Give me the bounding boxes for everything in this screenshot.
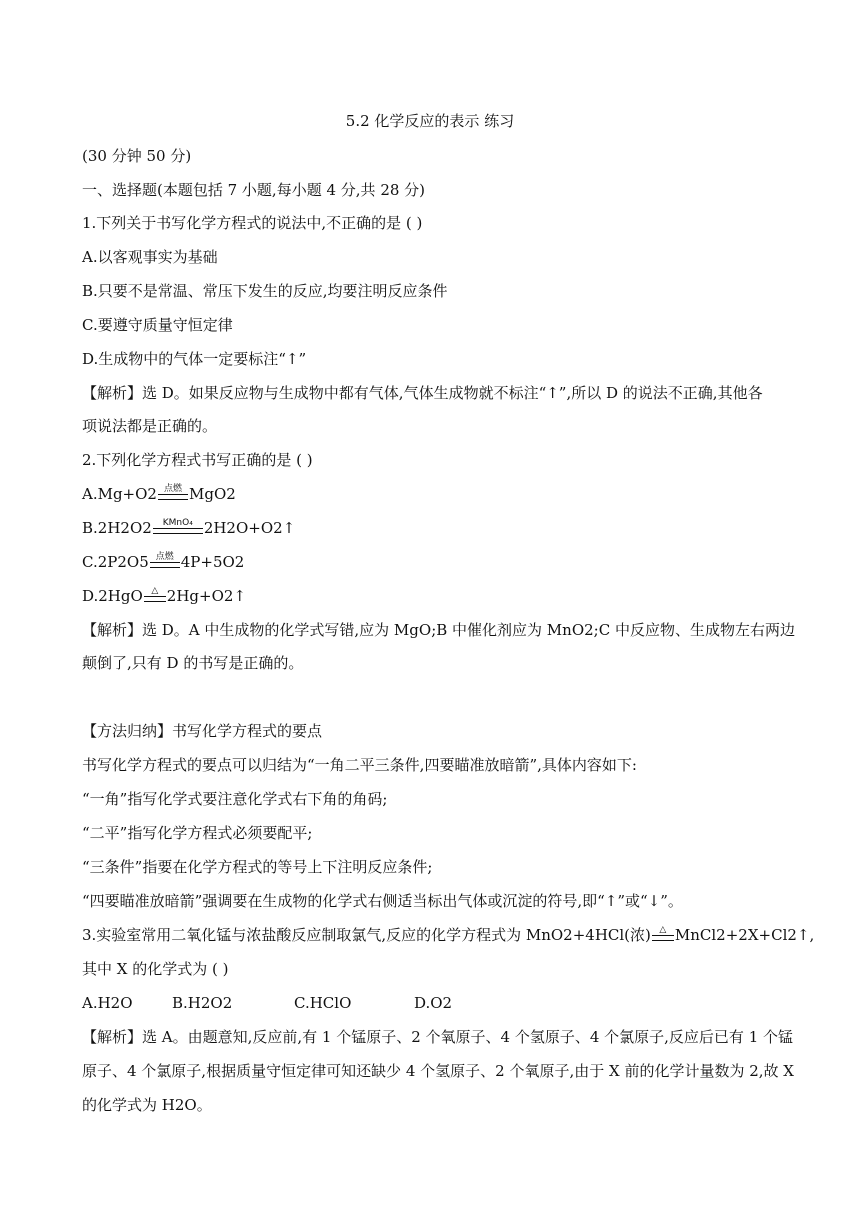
q3-stem-left: 3.实验室常用二氧化锰与浓盐酸反应制取氯气,反应的化学方程式为 MnO2+4HCl(浓) bbox=[82, 926, 651, 944]
reaction-condition bbox=[144, 586, 166, 602]
q3-analysis-line2: 原子、4 个氯原子,根据质量守恒定律可知还缺少 4 个氢原子、2 个氧原子,由于 X 前的化学计量数为 2,故 X bbox=[82, 1062, 794, 1080]
equals-sign bbox=[158, 494, 188, 500]
method-point-2: “二平”指写化学方程式必须要配平; bbox=[82, 824, 313, 842]
condition-label: △ bbox=[659, 925, 667, 935]
equation-right: 2Hg+O2↑ bbox=[166, 587, 247, 605]
equation-left: B.2H2O2 bbox=[82, 519, 152, 537]
q3-analysis-line1: 【解析】选 A。由题意知,反应前,有 1 个锰原子、2 个氧原子、4 个氢原子、4 个氯原子,反应后已有 1 个锰 bbox=[82, 1028, 794, 1046]
q2-analysis-line1: 【解析】选 D。A 中生成物的化学式写错,应为 MgO;B 中催化剂应为 MnO2;C 中反应物、生成物左右两边 bbox=[82, 621, 795, 639]
q3-option-c: C.HClO bbox=[294, 994, 352, 1012]
q1-stem: 1.下列关于书写化学方程式的说法中,不正确的是 ( ) bbox=[82, 214, 423, 232]
q2-option-d bbox=[82, 586, 246, 606]
equation-right: MgO2 bbox=[188, 485, 236, 503]
section-heading: 一、选择题(本题包括 7 小题,每小题 4 分,共 28 分) bbox=[82, 181, 426, 199]
method-point-4: “四要瞄准放暗箭”强调要在生成物的化学式右侧适当标出气体或沉淀的符号,即“↑”或“↓”。 bbox=[82, 892, 683, 910]
time-score: (30 分钟 50 分) bbox=[82, 147, 192, 165]
q2-option-c bbox=[82, 552, 244, 572]
q3-stem-line2: 其中 X 的化学式为 ( ) bbox=[82, 960, 229, 978]
q1-option-d: D.生成物中的气体一定要标注“↑” bbox=[82, 350, 307, 368]
q3-option-b: B.H2O2 bbox=[172, 994, 233, 1012]
reaction-condition bbox=[158, 484, 188, 500]
equation-right: 4P+5O2 bbox=[180, 553, 245, 571]
reaction-condition bbox=[652, 925, 674, 941]
q1-option-c: C.要遵守质量守恒定律 bbox=[82, 316, 233, 334]
equals-sign bbox=[652, 935, 674, 941]
method-heading: 【方法归纳】书写化学方程式的要点 bbox=[82, 722, 323, 740]
condition-label: 点燃 bbox=[155, 552, 174, 562]
condition-label: KMnO₄ bbox=[162, 518, 193, 528]
q1-option-a: A.以客观事实为基础 bbox=[82, 248, 218, 266]
method-point-3: “三条件”指要在化学方程式的等号上下注明反应条件; bbox=[82, 858, 433, 876]
method-point-1: “一角”指写化学式要注意化学式右下角的角码; bbox=[82, 790, 388, 808]
equals-sign bbox=[150, 562, 180, 568]
condition-label: 点燃 bbox=[163, 484, 182, 494]
condition-label: △ bbox=[151, 586, 159, 596]
page-title: 5.2 化学反应的表示 练习 bbox=[345, 112, 515, 130]
q1-analysis-line2: 项说法都是正确的。 bbox=[82, 417, 218, 435]
q3-analysis-line3: 的化学式为 H2O。 bbox=[82, 1096, 212, 1114]
q1-analysis-line1: 【解析】选 D。如果反应物与生成物中都有气体,气体生成物就不标注“↑”,所以 D 的说法不正确,其他各 bbox=[82, 384, 763, 402]
q2-option-a bbox=[82, 484, 236, 504]
equation-left: D.2HgO bbox=[82, 587, 143, 605]
q3-option-d: D.O2 bbox=[414, 994, 453, 1012]
reaction-condition bbox=[153, 518, 203, 534]
method-intro: 书写化学方程式的要点可以归结为“一角二平三条件,四要瞄准放暗箭”,具体内容如下: bbox=[82, 756, 637, 774]
equals-sign bbox=[153, 528, 203, 534]
q3-stem-right: MnCl2+2X+Cl2↑, bbox=[674, 926, 815, 944]
q2-analysis-line2: 颠倒了,只有 D 的书写是正确的。 bbox=[82, 654, 304, 672]
reaction-condition bbox=[150, 552, 180, 568]
q3-option-a: A.H2O bbox=[82, 994, 133, 1012]
q2-option-b bbox=[82, 518, 295, 538]
q2-stem: 2.下列化学方程式书写正确的是 ( ) bbox=[82, 451, 313, 469]
equals-sign bbox=[144, 596, 166, 602]
q1-option-b: B.只要不是常温、常压下发生的反应,均要注明反应条件 bbox=[82, 282, 448, 300]
equation-left: A.Mg+O2 bbox=[82, 485, 157, 503]
q3-options bbox=[82, 993, 452, 1013]
equation-left: C.2P2O5 bbox=[82, 553, 149, 571]
q3-stem-line1 bbox=[82, 925, 814, 945]
equation-right: 2H2O+O2↑ bbox=[203, 519, 296, 537]
